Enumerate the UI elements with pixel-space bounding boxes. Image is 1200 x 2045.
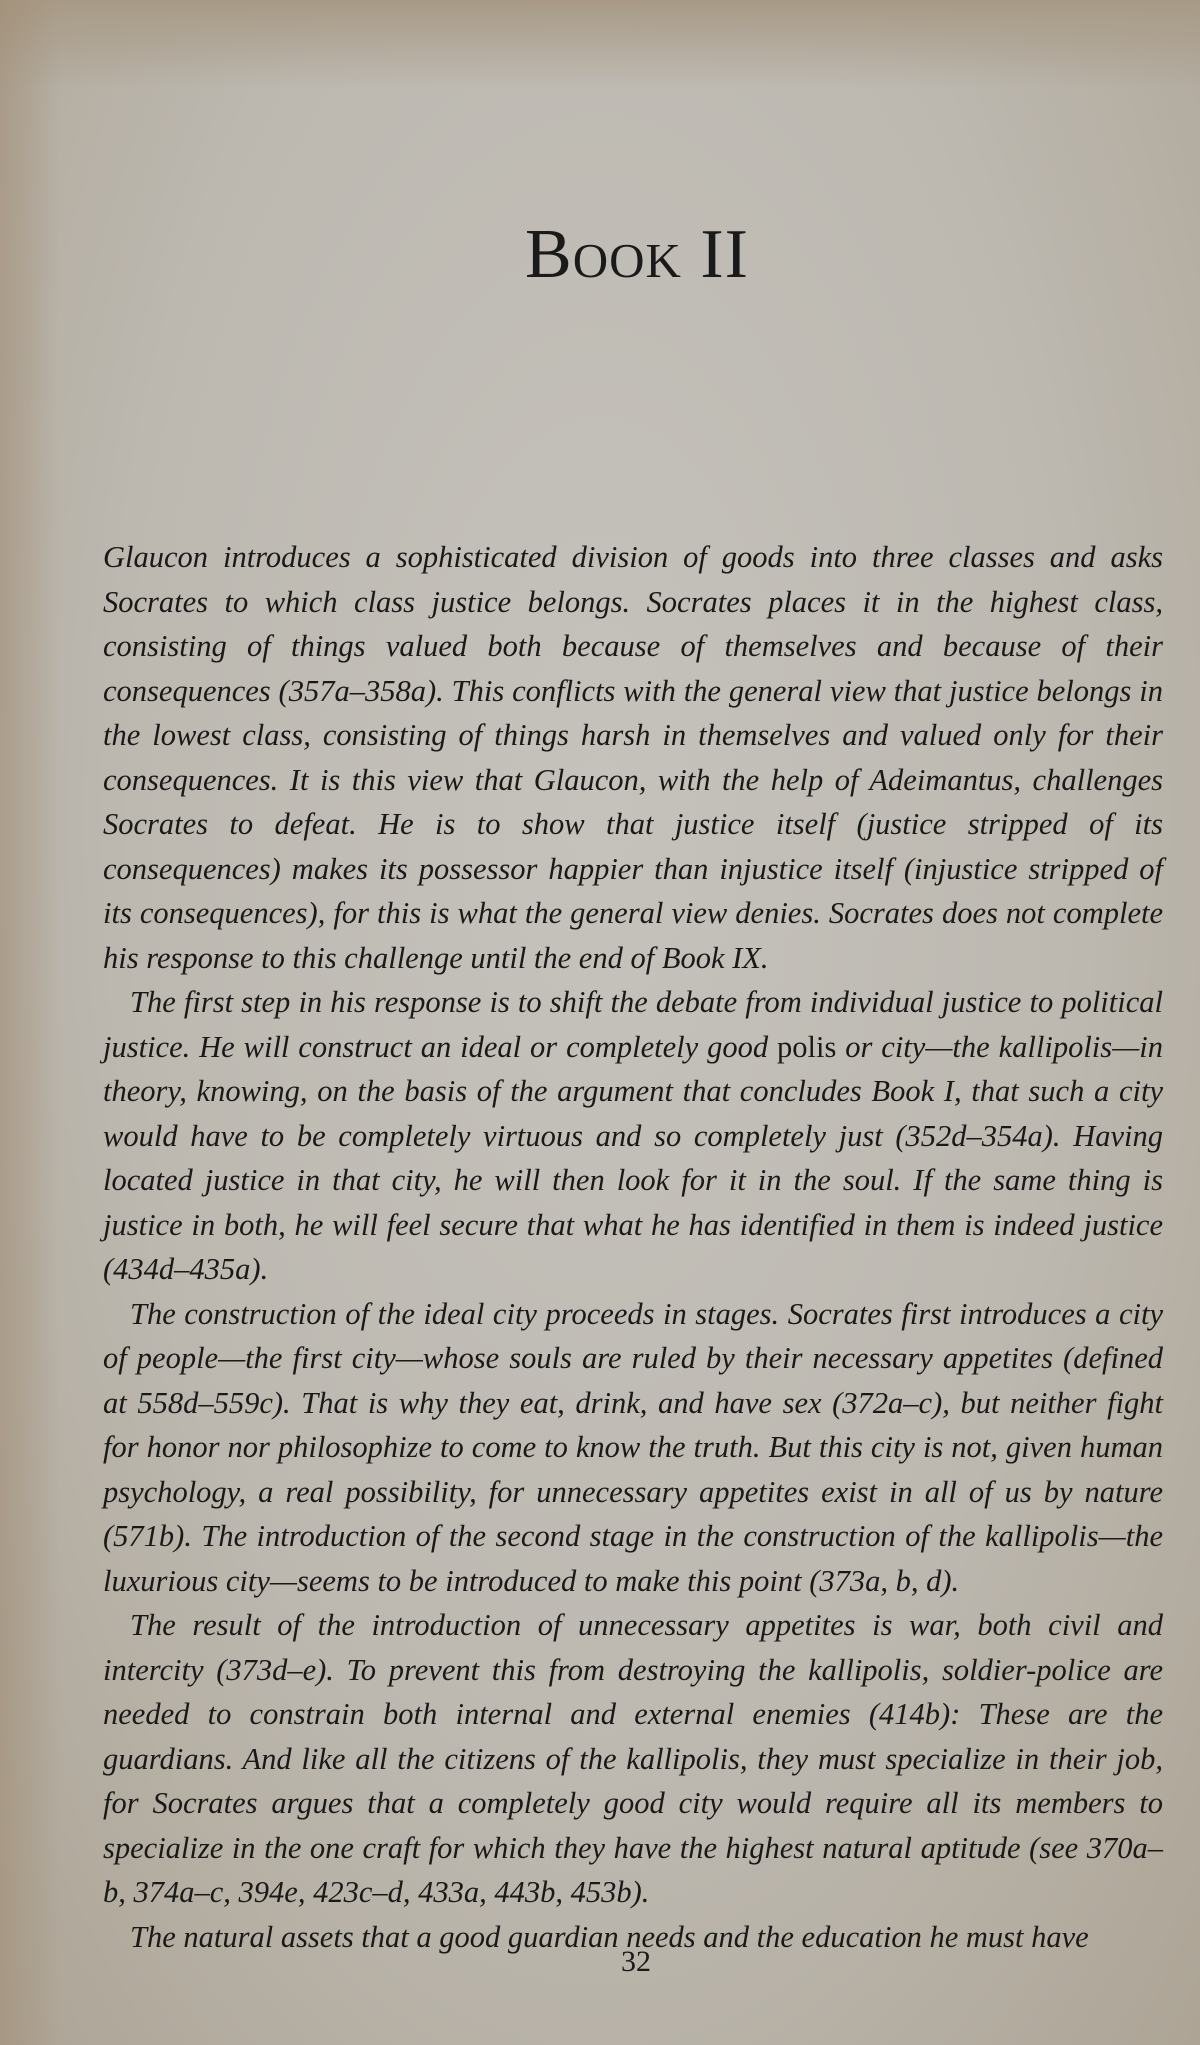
term-polis: polis [777,1029,837,1064]
page-gutter-shadow [0,0,60,2045]
chapter-summary [103,535,1163,1959]
paragraph-3: The construction of the ideal city proceeds in stages. Socrates first introduces a city of people—the first city—whose souls are ruled by their necessary appetites (defined at 558d–559c). That is why they eat, drink, and have sex (372a–c), but neither fight for honor nor philosophize to come to know the truth. But this city is not, given human psychology, a real possibility, for unnecessary appetites exist in all of us by nature (571b). The introduction of the second stage in the construction of the kallipolis—the luxurious city—seems to be introduced to make this point (373a, b, d). [103,1296,1163,1598]
paragraph-1: Glaucon introduces a sophisticated division of goods into three classes and asks Socrates to which class justice belongs. Socrates places it in the highest class, consisting of things valued both because of themselves and because of their consequences (357a–358a). This conflicts with the general view that justice belongs in the lowest class, consisting of things harsh in themselves and valued only for their consequences. It is this view that Glaucon, with the help of Adeimantus, challenges Socrates to defeat. He is to show that justice itself (justice stripped of its consequences) makes its possessor happier than injustice itself (injustice stripped of its consequences), for this is what the general view denies. Socrates does not complete his response to this challenge until the end of Book IX. [103,540,1163,975]
page-number: 32 [621,1945,651,1978]
paragraph-4: The result of the introduction of unnecessary appetites is war, both civil and intercity (373d–e). To prevent this from destroying the kallipolis, soldier-police are needed to constrain both internal and external enemies (414b): These are the guardians. And like all the citizens of the kallipolis, they must specialize in their job, for Socrates argues that a completely good city would require all its members to specialize in the one craft for which they have the highest natural aptitude (see 370a–b, 374a–c, 394e, 423c–d, 433a, 443b, 453b). [103,1608,1163,1909]
paragraph-5: The natural assets that a good guardian needs and the education he must have [130,1919,1089,1954]
paragraph-2: The first step in his response is to shift the debate from individual justice to political justice. He will construct an ideal or completely good polis or city—the kallipolis—in theory, knowing, on the basis of the argument that concludes Book I, that such a city would have to be completely virtuous and so completely just (352d–354a). Having located justice in that city, he will then look for it in the soul. If the same thing is justice in both, he will feel secure that what he has identified in them is indeed justice (434d–435a). [103,985,1163,1286]
chapter-heading: Book II [525,216,749,293]
page-top-shadow [0,0,1200,90]
